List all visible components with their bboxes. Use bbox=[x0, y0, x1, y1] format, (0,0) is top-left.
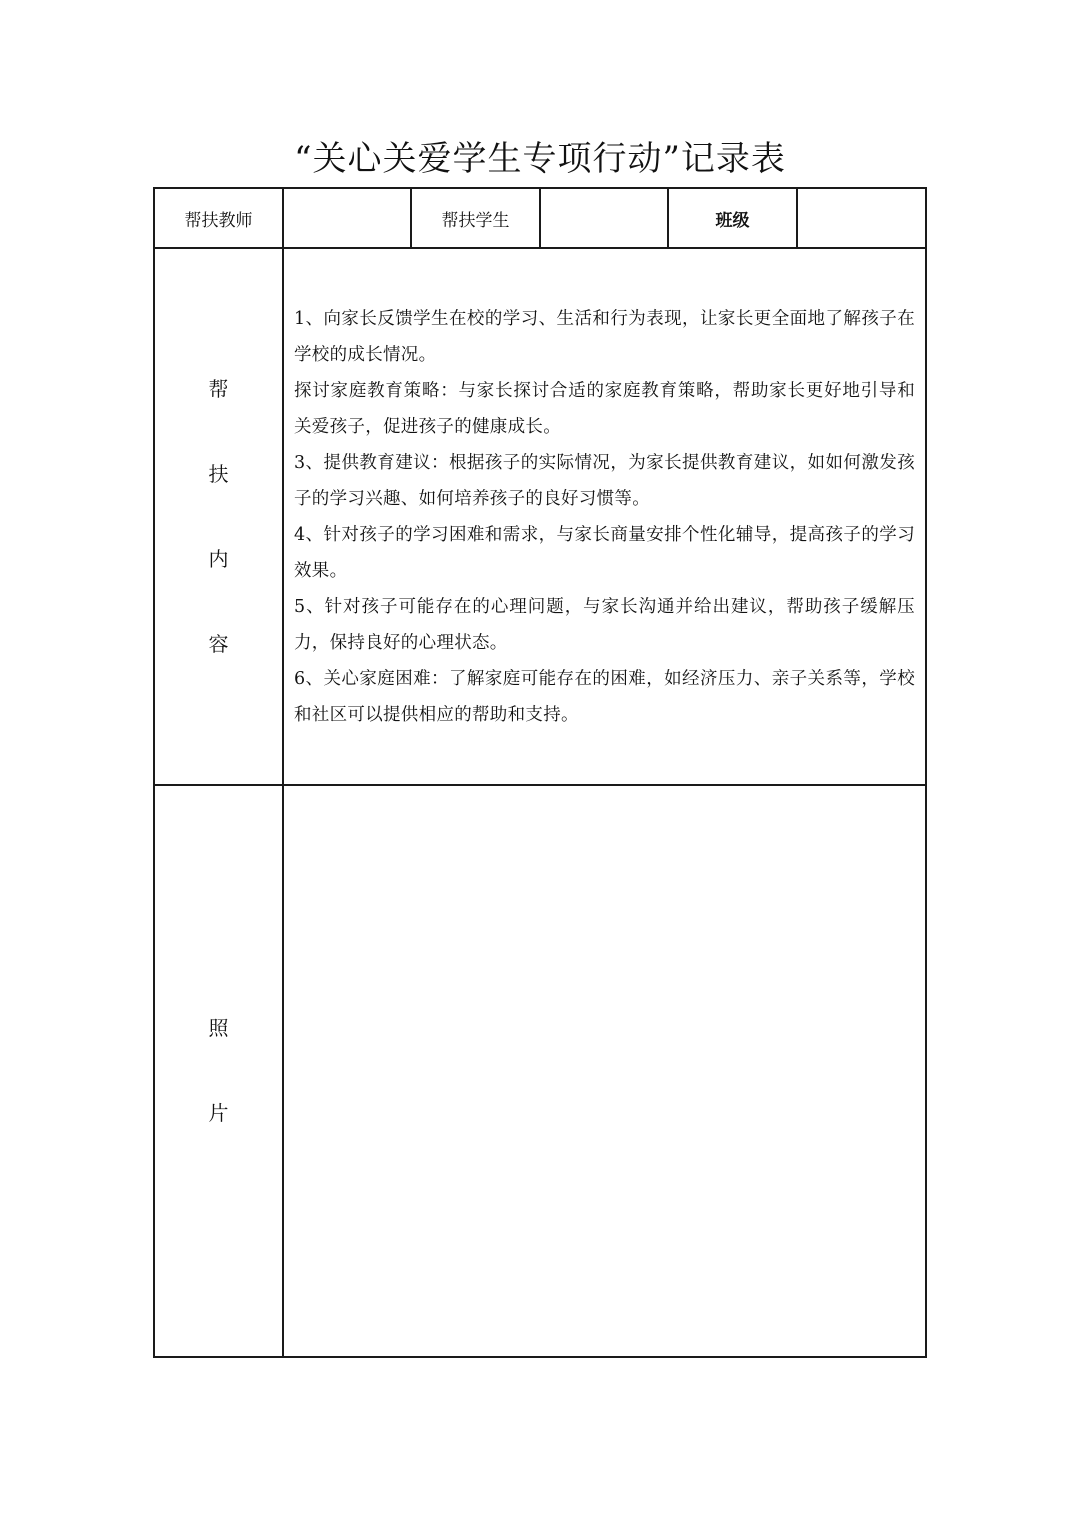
class-value-field[interactable] bbox=[797, 188, 926, 248]
photo-label-cell bbox=[154, 785, 283, 1357]
content-label-cell bbox=[154, 248, 283, 785]
content-row bbox=[154, 248, 926, 785]
photo-vertical-label bbox=[155, 986, 282, 1156]
content-label-char: 扶 bbox=[208, 461, 229, 486]
photo-row bbox=[154, 785, 926, 1357]
student-value-field[interactable] bbox=[540, 188, 668, 248]
content-label-char: 帮 bbox=[208, 376, 229, 401]
photo-label-char: 片 bbox=[208, 1101, 229, 1125]
photo-area[interactable] bbox=[283, 785, 926, 1357]
content-label-char: 容 bbox=[208, 631, 229, 656]
content-item: 探讨家庭教育策略：与家长探讨合适的家庭教育策略，帮助家长更好地引导和关爱孩子，促进孩子的健康成长。 bbox=[294, 380, 915, 437]
content-text-cell[interactable] bbox=[283, 248, 926, 785]
content-item: 4、针对孩子的学习困难和需求，与家长商量安排个性化辅导，提高孩子的学习效果。 bbox=[294, 524, 915, 581]
content-list bbox=[294, 301, 915, 733]
header-row bbox=[154, 188, 926, 248]
teacher-value-field[interactable] bbox=[283, 188, 411, 248]
class-label: 班级 bbox=[668, 188, 797, 248]
content-label-char: 内 bbox=[208, 546, 229, 571]
content-item: 1、向家长反馈学生在校的学习、生活和行为表现，让家长更全面地了解孩子在学校的成长情况。 bbox=[294, 308, 915, 365]
content-item: 5、针对孩子可能存在的心理问题，与家长沟通并给出建议，帮助孩子缓解压力，保持良好的心理状态。 bbox=[294, 596, 915, 653]
photo-label-char: 照 bbox=[208, 1016, 229, 1040]
page-title: “关心关爱学生专项行动”记录表 bbox=[294, 139, 786, 179]
content-item: 6、关心家庭困难：了解家庭可能存在的困难，如经济压力、亲子关系等，学校和社区可以提供相应的帮助和支持。 bbox=[294, 668, 915, 725]
content-vertical-label bbox=[155, 347, 282, 687]
teacher-label: 帮扶教师 bbox=[154, 188, 283, 248]
record-table bbox=[153, 187, 927, 1358]
content-item: 3、提供教育建议：根据孩子的实际情况，为家长提供教育建议，如如何激发孩子的学习兴趣、如何培养孩子的良好习惯等。 bbox=[294, 452, 915, 509]
student-label: 帮扶学生 bbox=[411, 188, 540, 248]
